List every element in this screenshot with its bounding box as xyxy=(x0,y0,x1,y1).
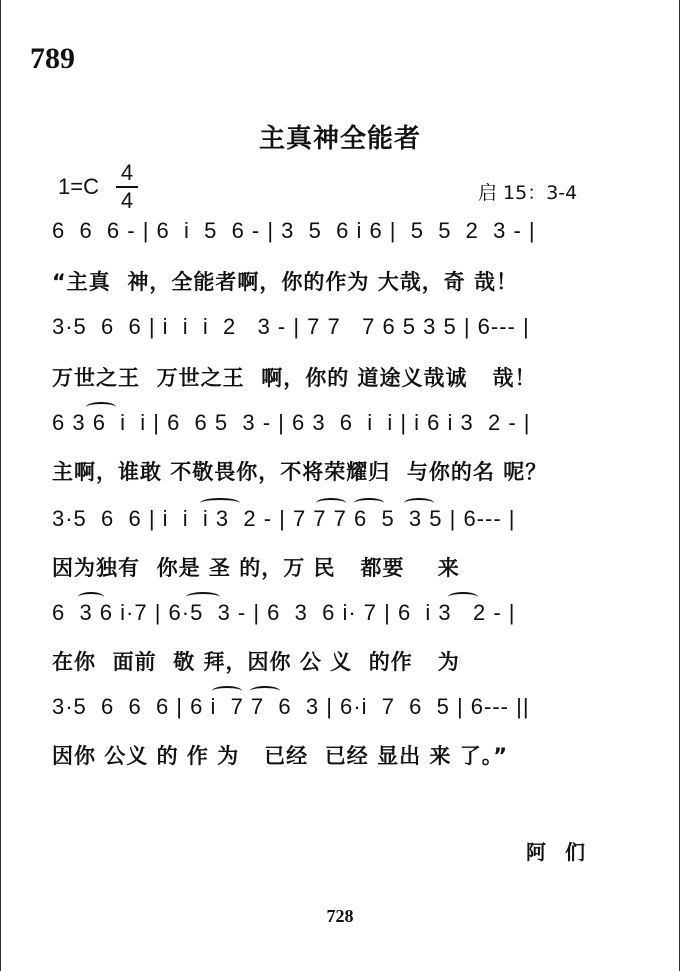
slur-mark xyxy=(186,592,220,602)
time-signature-top: 4 xyxy=(116,162,138,188)
hymn-number: 789 xyxy=(30,42,75,75)
slur-mark xyxy=(354,498,384,508)
music-line-3: 6 3 6 i i | 6 6 5 3 - | 6 3 6 i i | i 6 i 3 2 - | xyxy=(52,410,531,435)
hymn-title: 主真神全能者 xyxy=(258,124,421,154)
lyric-line-6: 因你 公义 的 作 为 已经 已经 显出 来 了。” xyxy=(52,744,509,768)
music-line-6: 3·5 6 6 6 | 6 i 7 7 6 3 | 6·i 7 6 5 | 6--- || xyxy=(52,694,530,719)
time-signature xyxy=(116,162,138,212)
lyric-line-1: “主真 神，全能者啊，你的作为 大哉，奇 哉！ xyxy=(52,270,519,294)
page-number: 728 xyxy=(326,906,354,926)
slur-mark xyxy=(78,592,104,602)
music-line-4: 3·5 6 6 | i i i 3 2 - | 7 7 7 6 5 3 5 | 6--- | xyxy=(52,506,516,531)
amen-text: 阿 们 xyxy=(526,840,591,864)
lyric-line-4: 因为独有 你是 圣 的，万 民 都要 来 xyxy=(52,556,460,580)
key-signature: 1=C xyxy=(58,174,99,199)
slur-mark xyxy=(86,402,116,412)
slur-mark xyxy=(316,498,346,508)
lyric-line-3: 主啊，谁敢 不敬畏你，不将荣耀归 与你的名 呢？ xyxy=(52,460,548,484)
slur-mark xyxy=(448,592,478,602)
music-line-2: 3·5 6 6 | i i i 2 3 - | 7 7 7 6 5 3 5 | 6--- | xyxy=(52,314,530,339)
scan-border-left xyxy=(0,0,1,971)
music-line-1: 6 6 6 - | 6 i 5 6 - | 3 5 6 i 6 | 5 5 2 3 - | xyxy=(52,218,536,243)
slur-mark xyxy=(404,498,434,508)
slur-mark xyxy=(250,686,280,696)
slur-mark xyxy=(200,498,240,508)
lyric-line-5: 在你 面前 敬 拜，因你 公 义 的作 为 xyxy=(52,650,460,674)
lyric-line-2: 万世之王 万世之王 啊，你的 道途义哉诚 哉！ xyxy=(52,366,537,390)
scripture-reference: 启 15：3-4 xyxy=(478,182,578,204)
time-signature-bottom: 4 xyxy=(120,188,134,213)
music-line-5: 6 3 6 i·7 | 6·5 3 - | 6 3 6 i· 7 | 6 i 3 2 - | xyxy=(52,600,516,625)
slur-mark xyxy=(212,686,242,696)
